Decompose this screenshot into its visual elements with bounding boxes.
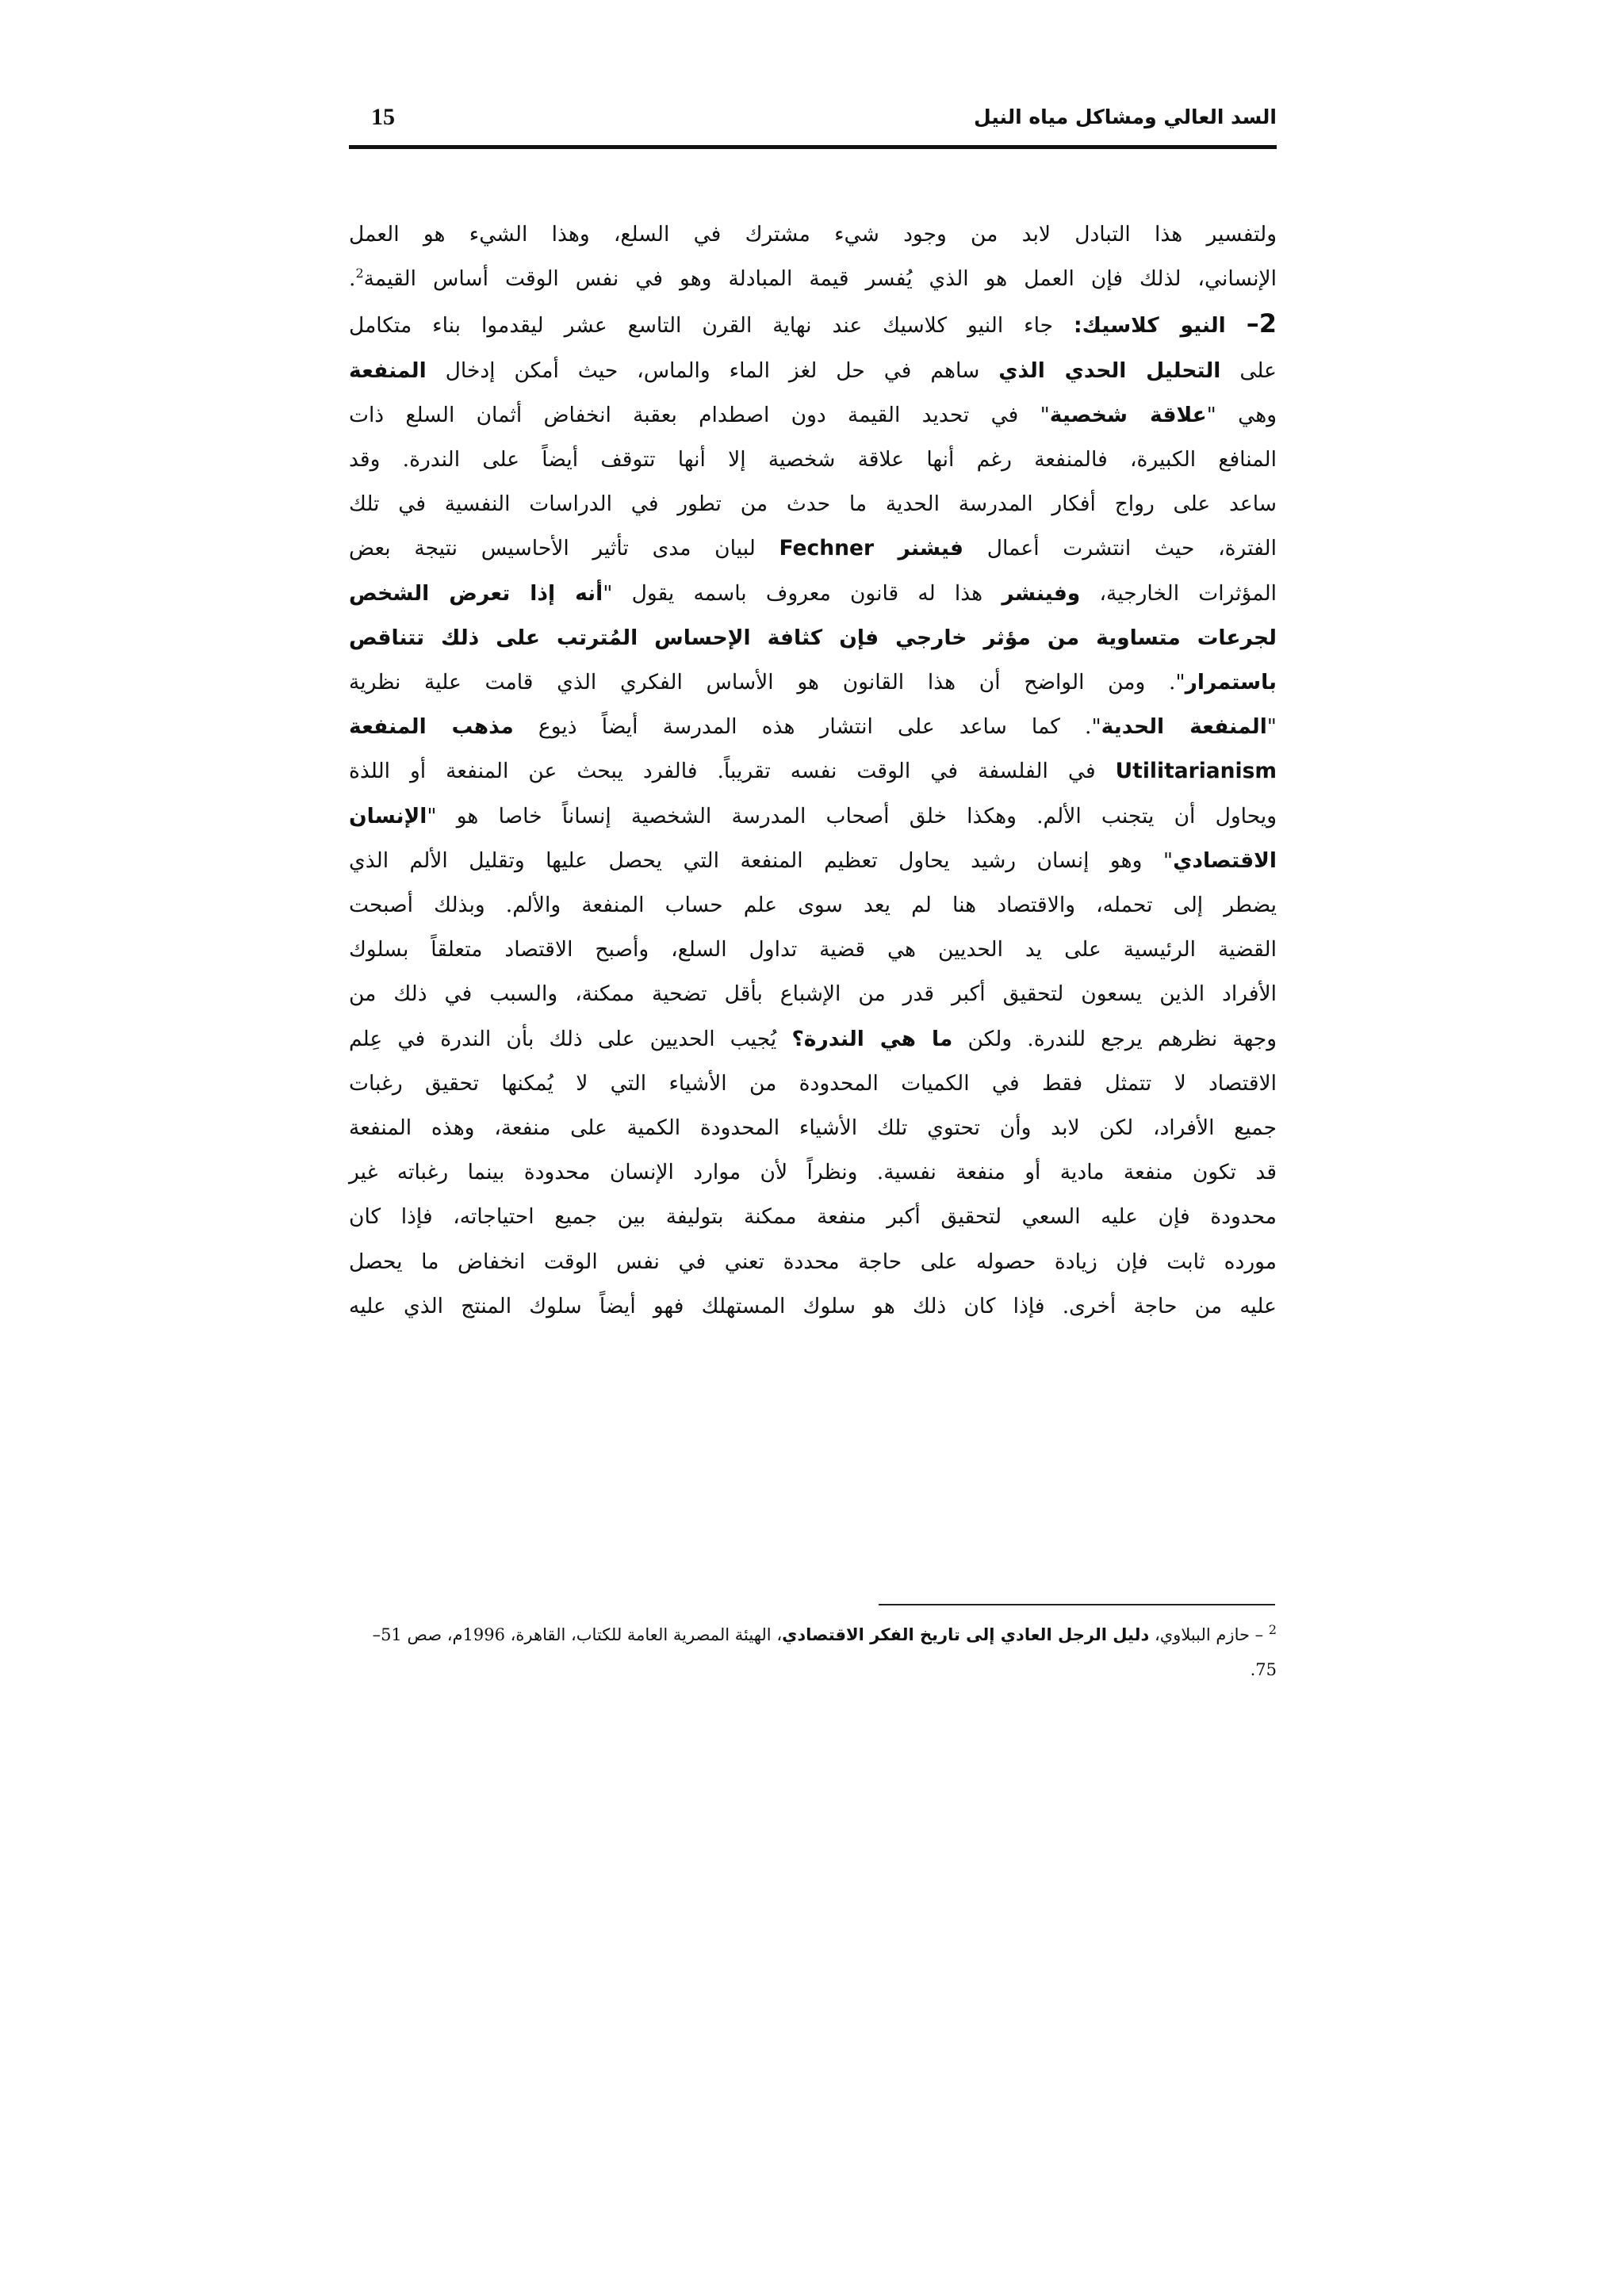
body-line: الاقتصاد لا تتمثل فقط في الكميات المحدودة من الأشياء التي لا يُمكنها تحقيق رغبات xyxy=(349,1070,1277,1096)
body-line: عليه من حاجة أخرى. فإذا كان ذلك هو سلوك المستهلك فهو أيضاً سلوك المنتج الذي عليه xyxy=(349,1293,1277,1318)
body-line: باستمرار". ومن الواضح أن هذا القانون هو الأساس الفكري الذي قامت علية نظرية xyxy=(349,670,1277,695)
body-line: على التحليل الحدي الذي ساهم في حل لغز الماء والماس، حيث أمكن إدخال المنفعة xyxy=(349,358,1277,383)
body-line: ساعد على رواج أفكار المدرسة الحدية ما حدث من تطور في الدراسات النفسية في تلك xyxy=(349,492,1277,517)
section-number: 2– xyxy=(1246,308,1277,339)
running-title: السد العالي ومشاكل مياه النيل xyxy=(974,105,1277,128)
body-line: القضية الرئيسية على يد الحديين هي قضية تداول السلع، وأصبح الاقتصاد متعلقاً بسلوك xyxy=(349,937,1277,962)
body-line: يضطر إلى تحمله، والاقتصاد هنا لم يعد سوى علم حساب المنفعة والألم. وبذلك أصبحت xyxy=(349,893,1277,918)
body-line: الإنساني، لذلك فإن العمل هو الذي يُفسر قيمة المبادلة وهو في نفس الوقت أساس القيمة$^2$. xyxy=(349,266,1277,292)
body-line: قد تكون منفعة مادية أو منفعة نفسية. ونظراً لأن موارد الإنسان محدودة بينما رغباته غير xyxy=(349,1160,1277,1185)
footnote-rule xyxy=(879,1604,1275,1605)
section-heading: النيو كلاسيك: xyxy=(1074,313,1226,339)
body-line: لجرعات متساوية من مؤثر خارجي فإن كثافة الإحساس المُترتب على ذلك تتناقص xyxy=(349,625,1277,650)
body-line: المؤثرات الخارجية، وفينشر هذا له قانون معروف باسمه يقول "أنه إذا تعرض الشخص xyxy=(349,580,1277,606)
body-line: الأفراد الذين يسعون لتحقيق أكبر قدر من الإشباع بأقل تضحية ممكنة، والسبب في ذلك من xyxy=(349,982,1277,1007)
header-rule xyxy=(349,145,1277,149)
page-number: 15 xyxy=(371,104,395,130)
footnote-marker: 2 xyxy=(1268,1622,1277,1637)
body-line: الاقتصادي" وهو إنسان رشيد يحاول تعظيم المنفعة التي يحصل عليها وتقليل الألم الذي xyxy=(349,848,1277,873)
body-text xyxy=(349,212,1277,1329)
footnote-line: 75. xyxy=(1250,1660,1277,1679)
body-line: ويحاول أن يتجنب الألم. وهكذا خلق أصحاب المدرسة الشخصية إنساناً خاصا هو "الإنسان xyxy=(349,803,1277,828)
footnote xyxy=(349,1617,1277,1687)
footnote-line: $^2$ – حازم الببلاوي، دليل الرجل العادي إلى تاريخ الفكر الاقتصادي، الهيئة المصرية العامة للكتاب، القاهرة، 1996م، صص 51– xyxy=(372,1622,1277,1644)
body-line: الفترة، حيث انتشرت أعمال فيشنر Fechner لبيان مدى تأثير الأحاسيس نتيجة بعض xyxy=(349,536,1277,561)
body-line: Utilitarianism في الفلسفة في الوقت نفسه تقريباً. فالفرد يبحث عن المنفعة أو اللذة xyxy=(349,759,1277,784)
body-line: جميع الأفراد، لكن لابد وأن تحتوي تلك الأشياء المحدودة الكمية على منفعة، وهذه المنفعة xyxy=(349,1115,1277,1141)
footnote-book-title: دليل الرجل العادي إلى تاريخ الفكر الاقتصادي xyxy=(782,1625,1150,1644)
body-line: "المنفعة الحدية". كما ساعد على انتشار هذه المدرسة أيضاً ذيوع مذهب المنفعة xyxy=(349,714,1277,740)
body-line: وجهة نظرهم يرجع للندرة. ولكن ما هي الندرة؟ يُجيب الحديين على ذلك بأن الندرة في عِلم xyxy=(349,1026,1277,1051)
body-line: مورده ثابت فإن زيادة حصوله على حاجة محددة تعني في نفس الوقت انخفاض ما يحصل xyxy=(349,1249,1277,1274)
section-heading-line: 2– النيو كلاسيك: جاء النيو كلاسيك عند نهاية القرن التاسع عشر ليقدموا بناء متكامل xyxy=(349,308,1277,339)
body-line: محدودة فإن عليه السعي لتحقيق أكبر منفعة ممكنة بتوليفة بين جميع احتياجاته، فإذا كان xyxy=(349,1204,1277,1230)
page-header xyxy=(349,99,1277,147)
body-line: المنافع الكبيرة، فالمنفعة رغم أنها علاقة شخصية إلا أنها تتوقف أيضاً على الندرة. وقد xyxy=(349,447,1277,473)
body-line: ولتفسير هذا التبادل لابد من وجود شيء مشترك في السلع، وهذا الشيء هو العمل xyxy=(349,222,1277,247)
footnote-reference: 2 xyxy=(355,266,364,281)
body-line: وهي "علاقة شخصية" في تحديد القيمة دون اصطدام بعقبة انخفاض أثمان السلع ذات xyxy=(349,402,1277,427)
